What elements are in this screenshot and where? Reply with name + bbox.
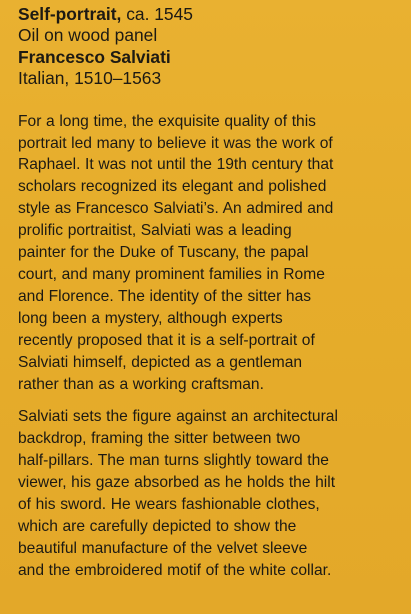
text-line: painter for the Duke of Tuscany, the papal xyxy=(18,244,309,262)
text-line: and Florence. The identity of the sitter has xyxy=(18,287,312,305)
text-line: and the embroidered motif of the white collar. xyxy=(18,561,332,579)
text-line: of his sword. He wears fashionable clothes, xyxy=(18,496,320,514)
label-header xyxy=(18,4,397,90)
artist-name: Francesco Salviati xyxy=(18,46,171,67)
text-line: Salviati sets the figure against an architectural xyxy=(18,408,338,426)
text-line: long been a mystery, although experts xyxy=(18,309,283,327)
text-line: recently proposed that it is a self-portrait of xyxy=(18,331,315,349)
artist-nationality-dates: Italian, 1510–1563 xyxy=(18,68,162,89)
text-line: prolific portraitist, Salviati was a leading xyxy=(18,222,292,240)
text-line: half-pillars. The man turns slightly toward the xyxy=(18,452,329,470)
text-line: rather than as a working craftsman. xyxy=(18,375,264,393)
description-paragraph-1 xyxy=(18,111,397,396)
text-line: scholars recognized its elegant and polished xyxy=(18,178,327,196)
text-line: court, and many prominent families in Rome xyxy=(18,265,325,283)
text-line: beautiful manufacture of the velvet sleeve xyxy=(18,539,308,557)
text-line: Raphael. It was not until the 19th century that xyxy=(18,156,334,174)
text-line: backdrop, framing the sitter between two xyxy=(18,430,301,448)
text-line: style as Francesco Salviati’s. An admired and xyxy=(18,200,334,218)
text-line: portrait led many to believe it was the work of xyxy=(18,134,333,152)
text-line: viewer, his gaze absorbed as he holds the hilt xyxy=(18,474,336,492)
artwork-title: Self-portrait, xyxy=(18,4,122,24)
artwork-medium: Oil on wood panel xyxy=(18,25,158,46)
artwork-date: ca. 1545 xyxy=(121,4,193,24)
description-paragraph-2 xyxy=(18,406,397,581)
text-line: Salviati himself, depicted as a gentleman xyxy=(18,353,303,371)
text-line: which are carefully depicted to show the xyxy=(18,517,297,535)
text-line: For a long time, the exquisite quality of this xyxy=(18,112,316,130)
title-line xyxy=(18,4,397,25)
